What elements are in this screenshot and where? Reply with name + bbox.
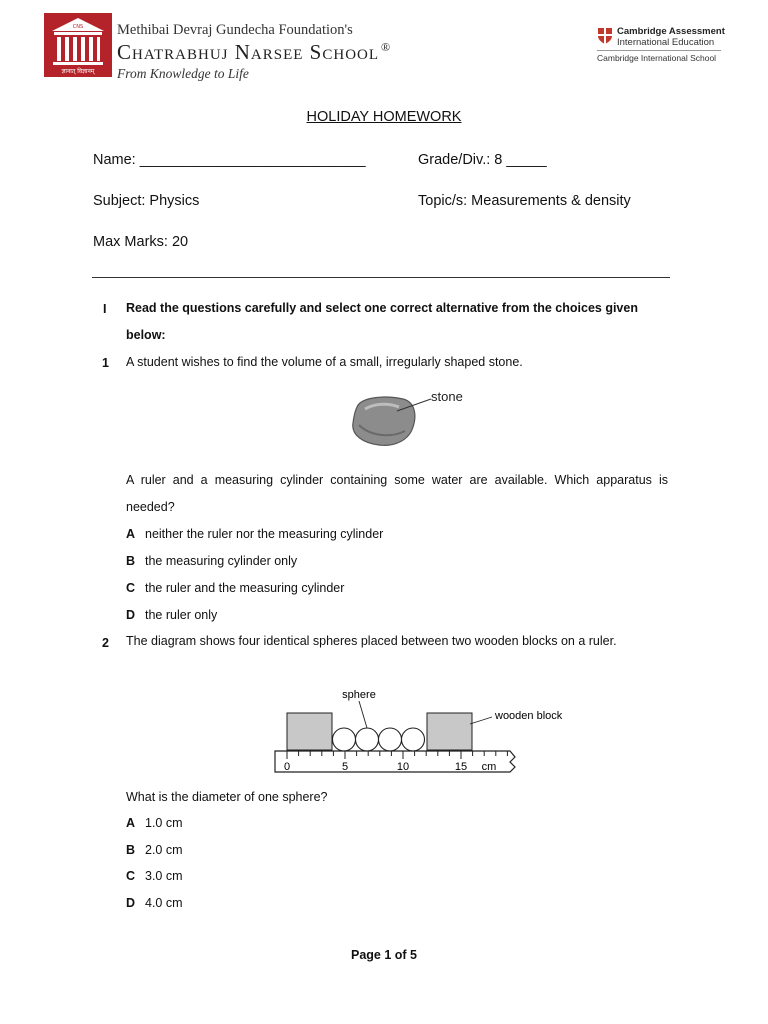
option-text: 2.0 cm bbox=[145, 843, 183, 857]
section-instruction: Read the questions carefully and select one correct alternative from the choices given below: bbox=[126, 301, 638, 342]
sphere-label: sphere bbox=[342, 689, 376, 701]
sphere-leader-line bbox=[359, 701, 367, 728]
section-numeral: I bbox=[103, 302, 107, 316]
option-text: neither the ruler nor the measuring cylinder bbox=[145, 527, 384, 541]
option-d bbox=[126, 608, 217, 622]
name-field: Name: ____________________________ bbox=[93, 152, 366, 168]
tick-label: 0 bbox=[283, 761, 291, 773]
stone-label: stone bbox=[431, 389, 463, 404]
wooden-block-left bbox=[287, 713, 332, 750]
option-letter: A bbox=[126, 816, 136, 830]
school-logo bbox=[44, 13, 112, 77]
cambridge-shield-icon bbox=[597, 27, 613, 45]
option-letter: D bbox=[126, 896, 136, 910]
page-number: Page 1 of 5 bbox=[351, 948, 417, 962]
option-d bbox=[126, 896, 183, 910]
option-b bbox=[126, 843, 183, 857]
option-text: the measuring cylinder only bbox=[145, 554, 298, 568]
option-b bbox=[126, 554, 297, 568]
page-title: HOLIDAY HOMEWORK bbox=[306, 109, 462, 125]
question-text-after: A ruler and a measuring cylinder containing some water are available. Which apparatus is needed? bbox=[126, 473, 668, 514]
school-name-text: Chatrabhuj Narsee School bbox=[117, 40, 380, 64]
option-text: 3.0 cm bbox=[145, 869, 183, 883]
option-c bbox=[126, 581, 344, 595]
tick-label: 10 bbox=[396, 761, 410, 773]
unit-label: cm bbox=[481, 761, 497, 773]
option-letter: D bbox=[126, 608, 136, 622]
option-letter: C bbox=[126, 581, 136, 595]
option-a bbox=[126, 816, 183, 830]
question-text-after: What is the diameter of one sphere? bbox=[126, 790, 328, 804]
question-text: A student wishes to find the volume of a small, irregularly shaped stone. bbox=[126, 355, 523, 369]
topic-field: Topic/s: Measurements & density bbox=[418, 193, 631, 209]
sphere-1 bbox=[333, 728, 356, 751]
school-tagline: From Knowledge to Life bbox=[117, 66, 249, 81]
cambridge-divider bbox=[597, 50, 721, 51]
sphere-3 bbox=[379, 728, 402, 751]
marks-field: Max Marks: 20 bbox=[93, 234, 189, 250]
logo-motto: ज्ञानात् विज्ञानम् bbox=[61, 68, 95, 75]
wooden-block-right bbox=[427, 713, 472, 750]
grade-field: Grade/Div.: 8 _____ bbox=[418, 152, 547, 168]
cambridge-school: Cambridge International School bbox=[597, 53, 717, 63]
question-number: 1 bbox=[102, 356, 109, 370]
subject-field: Subject: Physics bbox=[93, 193, 200, 209]
block-leader-line bbox=[470, 717, 492, 724]
option-a bbox=[126, 527, 383, 541]
sphere-4 bbox=[402, 728, 425, 751]
foundation-name: Methibai Devraj Gundecha Foundation's bbox=[117, 22, 353, 38]
block-label: wooden block bbox=[495, 710, 563, 722]
school-name bbox=[117, 40, 390, 65]
option-text: the ruler only bbox=[145, 608, 218, 622]
registered-mark: ® bbox=[381, 40, 391, 54]
school-header bbox=[117, 22, 390, 82]
option-text: the ruler and the measuring cylinder bbox=[145, 581, 345, 595]
option-text: 4.0 cm bbox=[145, 896, 183, 910]
tick-label: 15 bbox=[454, 761, 468, 773]
option-letter: A bbox=[126, 527, 136, 541]
logo-initials: CNS bbox=[72, 24, 84, 30]
option-letter: B bbox=[126, 554, 136, 568]
tick-label: 5 bbox=[341, 761, 349, 773]
question-number: 2 bbox=[102, 636, 109, 650]
question-text: The diagram shows four identical spheres placed between two wooden blocks on a ruler. bbox=[126, 634, 617, 648]
cambridge-subtitle: International Education bbox=[617, 37, 715, 48]
option-letter: B bbox=[126, 843, 136, 857]
cambridge-title: Cambridge Assessment bbox=[617, 26, 725, 37]
spheres-ruler-figure bbox=[270, 684, 580, 776]
option-letter: C bbox=[126, 869, 136, 883]
ruler bbox=[275, 751, 515, 772]
option-c bbox=[126, 869, 183, 883]
sphere-2 bbox=[356, 728, 379, 751]
divider-rule bbox=[92, 277, 670, 278]
option-text: 1.0 cm bbox=[145, 816, 183, 830]
stone-figure bbox=[345, 385, 475, 455]
